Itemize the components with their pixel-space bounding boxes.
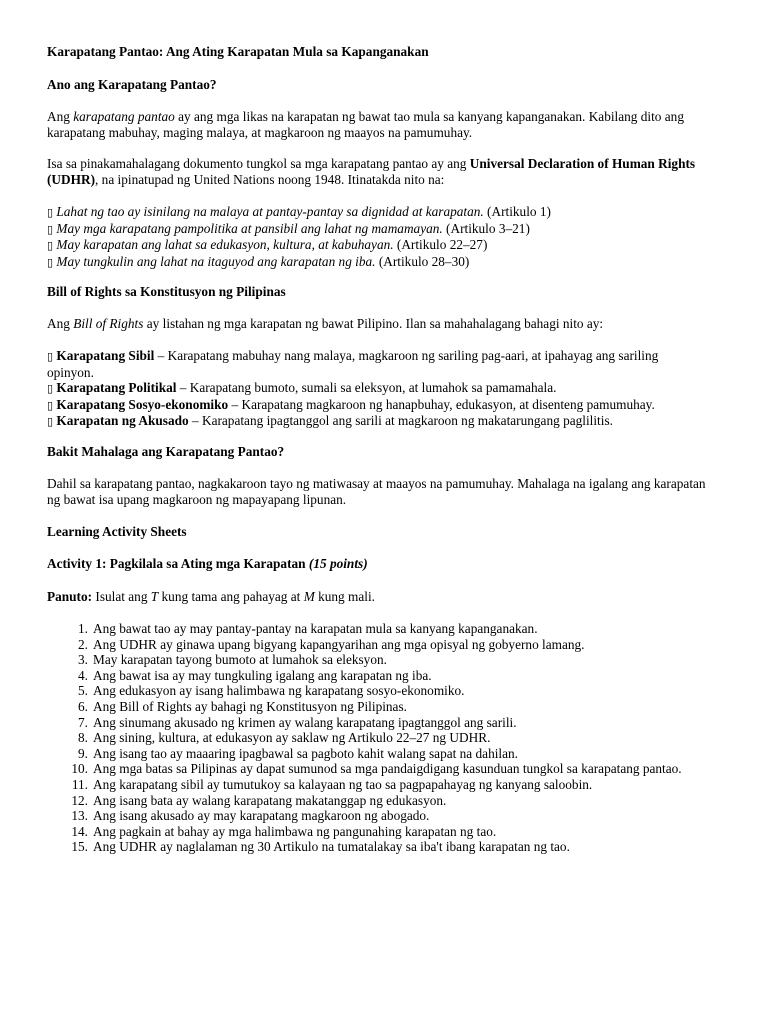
list-item: 2. Ang UDHR ay ginawa upang bigyang kapangyarihan ang mga opisyal ng gobyerno lamang. — [78, 636, 585, 652]
list-item: 5. Ang edukasyon ay isang halimbawa ng karapatang sosyo-ekonomiko. — [78, 683, 465, 699]
activity-title: Activity 1: Pagkilala sa Ating mga Karapatan (15 points) — [47, 556, 368, 571]
udhr-list — [47, 204, 727, 270]
list-item: 10. Ang mga batas sa Pilipinas ay dapat sumunod sa mga pandaigdigang kasunduan tungkol sa karapatang pantao. — [71, 761, 682, 777]
bill-of-rights-item: ▯ Karapatang Sibil – Karapatang mabuhay nang malaya, magkaroon ng sariling pag-aari, at ipahayag ang sariling opinyon. — [47, 348, 659, 380]
bill-of-rights-item: ▯ Karapatang Politikal – Karapatang bumoto, sumali sa eleksyon, at lumahok sa pamamahala. — [47, 380, 557, 396]
missing-glyph-box-icon: ▯ — [47, 415, 54, 429]
list-item: 4. Ang bawat isa ay may tungkuling igalang ang karapatan ng iba. — [78, 667, 432, 683]
bill-of-rights-item: ▯ Karapatan ng Akusado – Karapatang ipagtanggol ang sarili at magkaroon ng makatarungang paglilitis. — [47, 413, 613, 429]
missing-glyph-box-icon: ▯ — [47, 350, 54, 363]
list-item: 8. Ang sining, kultura, at edukasyon ay saklaw ng Artikulo 22–27 ng UDHR. — [78, 730, 491, 746]
bill-of-rights-item: ▯ Karapatang Sosyo-ekonomiko – Karapatang magkaroon ng hanapbuhay, edukasyon, at disenteng pamumuhay. — [47, 396, 655, 412]
list-item: 13. Ang isang akusado ay may karapatang magkaroon ng abogado. — [71, 808, 430, 824]
bill-of-rights-list — [47, 348, 707, 430]
bill-of-rights-intro: Ang Bill of Rights ay listahan ng mga karapatan ng bawat Pilipino. Ilan sa mahahalagang bahagi nito ay: — [47, 316, 604, 331]
list-item: 12. Ang isang bata ay walang karapatang makatanggap ng edukasyon. — [71, 792, 447, 808]
section-heading-karapatang-pantao: Ano ang Karapatang Pantao? — [47, 77, 217, 92]
list-item: 11. Ang karapatang sibil ay tumutukoy sa kalayaan ng tao sa pagpapahayag ng kanyang saloobin. — [71, 776, 593, 792]
udhr-list-item: ▯ Lahat ng tao ay isinilang na malaya at pantay-pantay sa dignidad at karapatan. (Artikulo 1) — [47, 204, 551, 219]
panuto-instructions: Panuto: Isulat ang T kung tama ang pahayag at M kung mali. — [47, 589, 375, 604]
udhr-list-item: ▯ May tungkulin ang lahat na itaguyod ang karapatan ng iba. (Artikulo 28–30) — [47, 253, 470, 269]
missing-glyph-box-icon: ▯ — [47, 206, 54, 219]
missing-glyph-box-icon: ▯ — [47, 398, 54, 412]
list-item: 6. Ang Bill of Rights ay bahagi ng Konstitusyon ng Pilipinas. — [78, 698, 407, 714]
bakit-mahalaga-paragraph: Dahil sa karapatang pantao, nagkakaroon tayo ng matiwasay at maayos na pamumuhay. Mahalaga na igalang ang karapatan ng bawat isa upang magkaroon ng mapayapang lipunan. — [47, 476, 706, 507]
list-item: 15. Ang UDHR ay naglalaman ng 30 Artikulo na tumatalakay sa iba't ibang karapatan ng tao. — [71, 839, 570, 855]
activity-statement-list — [47, 621, 747, 855]
missing-glyph-box-icon: ▯ — [47, 239, 54, 253]
learning-activity-sheets-heading: Learning Activity Sheets — [47, 524, 187, 539]
section-heading-bill-of-rights: Bill of Rights sa Konstitusyon ng Pilipinas — [47, 284, 286, 299]
list-item: 9. Ang isang tao ay maaaring ipagbawal sa pagboto kahit walang sapat na dahilan. — [78, 745, 518, 761]
udhr-intro-paragraph: Isa sa pinakamahalagang dokumento tungkol sa mga karapatang pantao ay ang Universal Declaration of Human Rights (UDHR), na ipinatupad ng United Nations noong 1948. Itinatakda nito na: — [47, 156, 696, 187]
list-item: 14. Ang pagkain at bahay ay mga halimbawa ng pangunahing karapatan ng tao. — [71, 823, 497, 839]
list-item: 3. May karapatan tayong bumoto at lumahok sa eleksyon. — [78, 652, 387, 668]
udhr-list-item: ▯ May mga karapatang pampolitika at pansibil ang lahat ng mamamayan. (Artikulo 3–21) — [47, 220, 530, 236]
section-heading-bakit-mahalaga: Bakit Mahalaga ang Karapatang Pantao? — [47, 444, 285, 459]
list-item: 1. Ang bawat tao ay may pantay-pantay na karapatan mula sa kanyang kapanganakan. — [78, 621, 538, 636]
karapatang-pantao-definition: Ang karapatang pantao ay ang mga likas na karapatan ng bawat tao mula sa kanyang kapanganakan. Kabilang dito ang karapatang mabuhay, maging malaya, at magkaroon ng maayos na pamumuhay. — [47, 109, 684, 140]
list-item: 7. Ang sinumang akusado ng krimen ay walang karapatang ipagtanggol ang sarili. — [78, 714, 517, 730]
udhr-list-item: ▯ May karapatan ang lahat sa edukasyon, kultura, at kabuhayan. (Artikulo 22–27) — [47, 237, 488, 253]
missing-glyph-box-icon: ▯ — [47, 382, 54, 396]
document-title: Karapatang Pantao: Ang Ating Karapatan Mula sa Kapanganakan — [47, 44, 429, 59]
missing-glyph-box-icon: ▯ — [47, 255, 54, 269]
missing-glyph-box-icon: ▯ — [47, 222, 54, 236]
